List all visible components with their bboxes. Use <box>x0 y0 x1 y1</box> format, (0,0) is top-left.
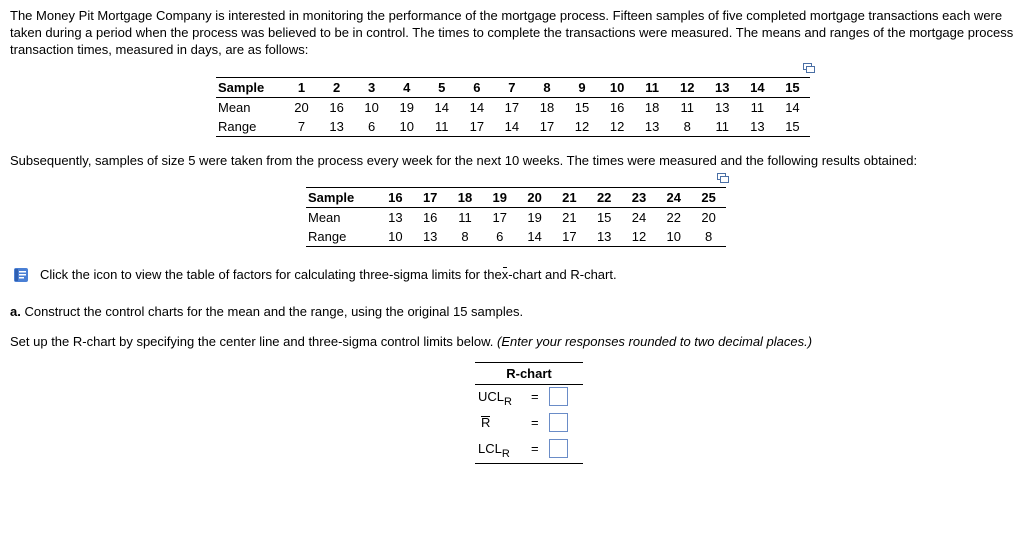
mean-cell: 17 <box>492 210 508 225</box>
sample-number-cell: 22 <box>587 188 622 208</box>
mean-cell: 13 <box>388 210 403 225</box>
range-cell: 8 <box>691 227 726 247</box>
sample-number-cell: 12 <box>670 78 705 98</box>
range-cell: 17 <box>552 227 587 247</box>
instruction-text <box>10 333 1020 350</box>
mean-cell: 13 <box>715 100 730 115</box>
part-a-text: Construct the control charts for the mean and the range, using the original 15 samples. <box>20 304 524 319</box>
sample-number-cell: 15 <box>775 78 810 98</box>
ucl-main: UCL <box>478 389 505 404</box>
intro-paragraph: The Money Pit Mortgage Company is interested in monitoring the performance of the mortgage process. Fifteen samples of five completed mortgage transactions each were taken during a period when the process was believed to be in control. The times to complete the transactions were measured. The means and ranges of the mortgage process transaction times, measured in days, are as follows: <box>10 8 1014 57</box>
row-label-mean: Mean <box>218 100 251 115</box>
range-cell: 11 <box>705 117 740 137</box>
mean-cell: 21 <box>562 210 577 225</box>
row-label-range: Range <box>216 117 284 137</box>
mean-cell: 14 <box>785 100 800 115</box>
range-cell: 7 <box>284 117 319 137</box>
x-bar-symbol: x <box>501 267 509 282</box>
sample-number-cell: 14 <box>740 78 775 98</box>
mean-cell: 20 <box>701 210 716 225</box>
part-a-prompt <box>10 303 1020 320</box>
sample-number-cell: 2 <box>319 78 354 98</box>
range-cell: 10 <box>656 227 691 247</box>
part-a-label: a. <box>10 304 21 319</box>
mean-cell: 10 <box>364 100 379 115</box>
sample-number-cell: 6 <box>459 78 494 98</box>
factor-text-before: Click the icon to view the table of factors for calculating three-sigma limits for the <box>40 267 502 282</box>
r-bar-symbol: R <box>481 415 491 430</box>
range-cell: 12 <box>565 117 600 137</box>
mean-row <box>306 208 726 228</box>
range-cell: 6 <box>354 117 389 137</box>
mean-cell: 19 <box>527 210 542 225</box>
mean-cell: 11 <box>680 100 694 115</box>
copy-icon-front <box>806 66 815 73</box>
range-cell: 15 <box>775 117 810 137</box>
sample-number-cell: 9 <box>565 78 600 98</box>
sample-number-cell: 4 <box>389 78 424 98</box>
instruction-note: (Enter your responses rounded to two decimal places.) <box>497 334 813 349</box>
mean-cell: 24 <box>631 210 647 225</box>
range-cell: 12 <box>622 227 657 247</box>
instruction-main: Set up the R-chart by specifying the center line and three-sigma control limits below. <box>10 334 498 349</box>
mean-cell: 18 <box>539 100 555 115</box>
sample-number-cell: 11 <box>635 78 670 98</box>
ucl-sub: R <box>504 396 512 408</box>
sample-number-cell: 5 <box>424 78 459 98</box>
mean-cell: 11 <box>458 210 472 225</box>
row-label-mean: Mean <box>308 210 341 225</box>
range-row <box>216 117 810 137</box>
r-chart-bottom-rule <box>475 463 583 464</box>
mean-cell: 16 <box>609 100 625 115</box>
center-label <box>481 415 490 430</box>
sample-number-cell: 10 <box>600 78 635 98</box>
center-line-input[interactable] <box>549 413 568 432</box>
range-cell: 17 <box>529 117 564 137</box>
range-row <box>306 227 726 247</box>
ucl-label <box>478 389 512 408</box>
range-cell: 8 <box>448 227 483 247</box>
range-cell: 17 <box>459 117 494 137</box>
ucl-row <box>475 385 583 411</box>
sample-number-cell: 18 <box>448 188 483 208</box>
r-chart-form <box>475 362 583 464</box>
range-cell: 14 <box>494 117 529 137</box>
range-cell: 13 <box>635 117 670 137</box>
mean-cell: 18 <box>644 100 660 115</box>
copy-icon-front <box>720 176 729 183</box>
center-row <box>475 411 583 437</box>
mean-cell: 11 <box>750 100 765 115</box>
mean-cell: 19 <box>399 100 414 115</box>
mean-cell: 20 <box>294 100 309 115</box>
lcl-row <box>475 437 583 463</box>
subsequent-samples-table <box>306 187 726 247</box>
sample-row <box>306 188 726 208</box>
range-cell: 11 <box>424 117 459 137</box>
mean-cell: 15 <box>596 210 612 225</box>
mean-cell: 22 <box>666 210 681 225</box>
lcl-label <box>478 441 510 460</box>
copy-table-icon[interactable] <box>803 63 813 71</box>
range-cell: 13 <box>319 117 354 137</box>
range-cell: 13 <box>740 117 775 137</box>
sample-number-cell: 8 <box>529 78 564 98</box>
range-cell: 12 <box>600 117 635 137</box>
book-icon[interactable] <box>12 267 30 283</box>
factor-text-after: -chart and R-chart. <box>508 267 617 282</box>
sample-number-cell: 13 <box>705 78 740 98</box>
range-cell: 10 <box>389 117 424 137</box>
equals-sign: = <box>531 389 539 404</box>
sample-row <box>216 78 810 98</box>
range-cell: 8 <box>670 117 705 137</box>
row-label-sample: Sample <box>216 78 284 98</box>
range-cell: 6 <box>482 227 517 247</box>
lcl-main: LCL <box>478 441 502 456</box>
ucl-input[interactable] <box>549 387 568 406</box>
subsequent-paragraph: Subsequently, samples of size 5 were taken from the process every week for the next 10 weeks. The times were measured and the following results obtained: <box>10 153 918 168</box>
sample-number-cell: 25 <box>691 188 726 208</box>
range-cell: 10 <box>378 227 413 247</box>
original-samples-table <box>216 77 810 137</box>
copy-table-icon[interactable] <box>717 173 727 181</box>
mean-cell: 17 <box>504 100 520 115</box>
sample-number-cell: 3 <box>354 78 389 98</box>
row-label-range: Range <box>306 227 378 247</box>
mean-cell: 14 <box>434 100 450 115</box>
row-label-sample: Sample <box>306 188 378 208</box>
sample-number-cell: 21 <box>552 188 587 208</box>
mean-row <box>216 98 810 118</box>
lcl-sub: R <box>501 448 510 460</box>
equals-sign: = <box>531 441 539 456</box>
sample-number-cell: 19 <box>482 188 517 208</box>
range-cell: 14 <box>517 227 552 247</box>
r-chart-title: R-chart <box>475 362 583 385</box>
lcl-input[interactable] <box>549 439 568 458</box>
sample-number-cell: 16 <box>378 188 413 208</box>
factor-table-link[interactable] <box>12 266 1022 283</box>
range-cell: 13 <box>413 227 448 247</box>
mean-cell: 15 <box>574 100 590 115</box>
sample-number-cell: 7 <box>494 78 529 98</box>
mean-cell: 16 <box>329 100 344 115</box>
sample-number-cell: 17 <box>413 188 448 208</box>
sample-number-cell: 23 <box>622 188 657 208</box>
sample-number-cell: 1 <box>284 78 319 98</box>
equals-sign: = <box>531 415 539 430</box>
mean-cell: 16 <box>422 210 438 225</box>
mean-cell: 14 <box>469 100 485 115</box>
sample-number-cell: 20 <box>517 188 552 208</box>
sample-number-cell: 24 <box>656 188 691 208</box>
range-cell: 13 <box>587 227 622 247</box>
